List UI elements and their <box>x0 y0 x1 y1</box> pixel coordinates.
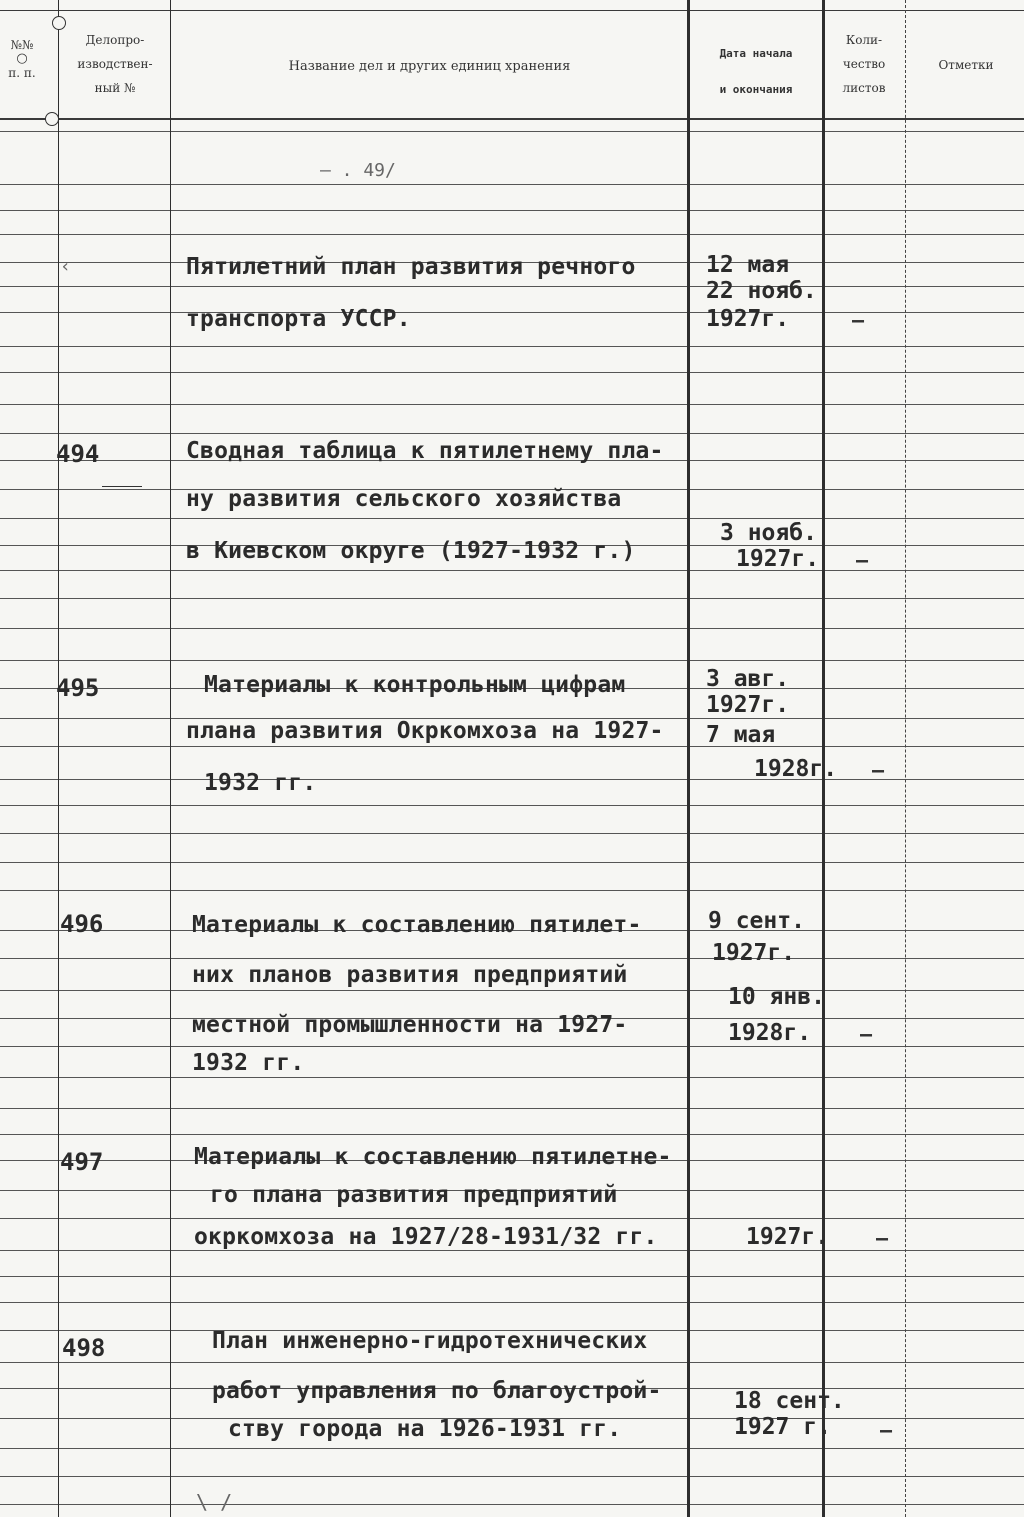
ruled-line <box>0 628 1024 629</box>
record-date-line: 1927г. <box>736 546 820 572</box>
record-date-line: 1928г. <box>754 756 838 782</box>
header-col-number-label: №№ <box>10 38 34 52</box>
ruled-line <box>0 805 1024 806</box>
header-col-number <box>0 38 44 80</box>
ruled-line <box>0 1276 1024 1277</box>
ruled-line <box>0 1448 1024 1449</box>
header-col-case-line1: Делопро- <box>85 33 145 47</box>
column-divider <box>58 0 59 1517</box>
record-title-line: Материалы к контрольным цифрам <box>204 672 626 698</box>
ruled-line <box>0 286 1024 287</box>
ruled-line <box>0 131 1024 132</box>
record-title-line: го плана развития предприятий <box>210 1182 618 1208</box>
ruled-line <box>0 346 1024 347</box>
header-col-sheets-line3: листов <box>842 81 886 95</box>
header-col-sheets-line1: Коли- <box>845 33 883 47</box>
record-title-line: Материалы к составлению пятилет- <box>192 912 642 938</box>
record-title-line: местной промышленности на 1927- <box>192 1012 628 1038</box>
record-sheets: – <box>872 758 885 782</box>
record-number-mark: ‹ <box>60 256 71 277</box>
ruled-line <box>0 1362 1024 1363</box>
record-title-line: Сводная таблица к пятилетнему пла- <box>186 438 664 464</box>
column-divider <box>170 0 171 1517</box>
pen-tick-mark <box>102 486 142 487</box>
ruled-line <box>0 598 1024 599</box>
record-number: 495 <box>56 674 100 702</box>
stamp-smudge: — . 49/ <box>320 160 396 181</box>
ruled-line <box>0 1218 1024 1219</box>
header-col-title <box>172 56 687 78</box>
header-col-sheets-line2: чество <box>842 57 886 71</box>
ruled-line <box>0 1046 1024 1047</box>
ruled-line <box>0 1077 1024 1078</box>
record-title-line: плана развития Окркомхоза на 1927- <box>186 718 664 744</box>
header-col-notes-label: Отметки <box>938 58 994 72</box>
record-sheets: – <box>856 548 869 572</box>
header-col-case-line3: ный № <box>94 81 136 95</box>
record-title-line: 1932 гг. <box>204 770 317 796</box>
record-number: 496 <box>60 910 104 938</box>
ruled-line <box>0 862 1024 863</box>
record-date-line: 10 янв. <box>728 984 825 1010</box>
record-date-line: 7 мая <box>706 722 776 748</box>
record-sheets: – <box>876 1226 889 1250</box>
ruled-line <box>0 833 1024 834</box>
record-title-line: них планов развития предприятий <box>192 962 628 988</box>
binding-hole-icon <box>45 112 59 126</box>
ruled-line <box>0 890 1024 891</box>
ruled-line <box>0 518 1024 519</box>
header-col-dates-line2: и окончания <box>719 83 793 96</box>
record-date-line: 9 сент. <box>708 908 805 934</box>
ruled-line <box>0 660 1024 661</box>
header-col-case-number <box>60 28 170 100</box>
record-date-line: 1927г. <box>706 306 790 332</box>
ruled-line <box>0 10 1024 11</box>
record-title-line: Материалы к составлению пятилетне- <box>194 1144 672 1170</box>
record-date-line: 3 авг. <box>706 666 790 692</box>
ruled-line <box>0 210 1024 211</box>
ruled-line <box>0 433 1024 434</box>
ruled-line <box>0 404 1024 405</box>
ruled-line <box>0 1476 1024 1477</box>
header-col-case-line2: изводствен- <box>77 57 153 71</box>
header-col-notes <box>908 54 1024 76</box>
record-title-line: ну развития сельского хозяйства <box>186 486 622 512</box>
record-date-line: 3 нояб. <box>720 520 817 546</box>
header-col-dates <box>690 36 822 108</box>
ruled-line <box>0 746 1024 747</box>
record-title-line: ству города на 1926-1931 гг. <box>228 1416 622 1442</box>
ruled-line <box>0 234 1024 235</box>
record-title-line: работ управления по благоустрой- <box>212 1378 662 1404</box>
ruled-line <box>0 1250 1024 1251</box>
ruled-line <box>0 1302 1024 1303</box>
record-title-line: План инженерно-гидротехнических <box>212 1328 648 1354</box>
record-number: 494 <box>56 440 100 468</box>
record-date-line: 12 мая <box>706 252 790 278</box>
record-number: 498 <box>62 1334 106 1362</box>
ruled-line <box>0 779 1024 780</box>
header-col-sheets <box>824 28 904 100</box>
record-date-line: 18 сент. <box>734 1388 845 1414</box>
record-sheets: – <box>852 308 865 332</box>
record-date-line: 1928г. <box>728 1020 812 1046</box>
ruled-line <box>0 1108 1024 1109</box>
record-date-line: 1927г. <box>712 940 796 966</box>
record-number: 497 <box>60 1148 104 1176</box>
record-sheets: – <box>880 1418 893 1442</box>
header-bottom-rule <box>0 118 1024 120</box>
ruled-line <box>0 990 1024 991</box>
pen-mark: \ / <box>196 1490 233 1514</box>
ruled-line <box>0 570 1024 571</box>
record-title-line: Пятилетний план развития речного <box>186 254 636 280</box>
ruled-line <box>0 958 1024 959</box>
record-date-line: 1927г. <box>746 1224 830 1250</box>
column-divider <box>687 0 690 1517</box>
ruled-line <box>0 1134 1024 1135</box>
record-title-line: окркомхоза на 1927/28-1931/32 гг. <box>194 1224 658 1250</box>
ruled-line <box>0 312 1024 313</box>
ruled-line <box>0 184 1024 185</box>
record-date-line: 22 нояб. <box>706 278 817 304</box>
header-col-title-label: Название дел и других единиц хранения <box>288 59 571 74</box>
header-col-number-sub: п. п. <box>8 66 36 80</box>
column-divider <box>905 0 906 1517</box>
record-sheets: – <box>860 1022 873 1046</box>
record-title-line: транспорта УССР. <box>186 306 411 332</box>
header-col-dates-line1: Дата начала <box>719 47 793 60</box>
ruled-line <box>0 1504 1024 1505</box>
record-date-line: 1927г. <box>706 692 790 718</box>
record-date-line: 1927 г. <box>734 1414 831 1440</box>
record-title-line: 1932 гг. <box>192 1050 305 1076</box>
ruled-line <box>0 372 1024 373</box>
record-title-line: в Киевском округе (1927-1932 г.) <box>186 538 636 564</box>
circle-icon: ○ <box>16 51 28 66</box>
